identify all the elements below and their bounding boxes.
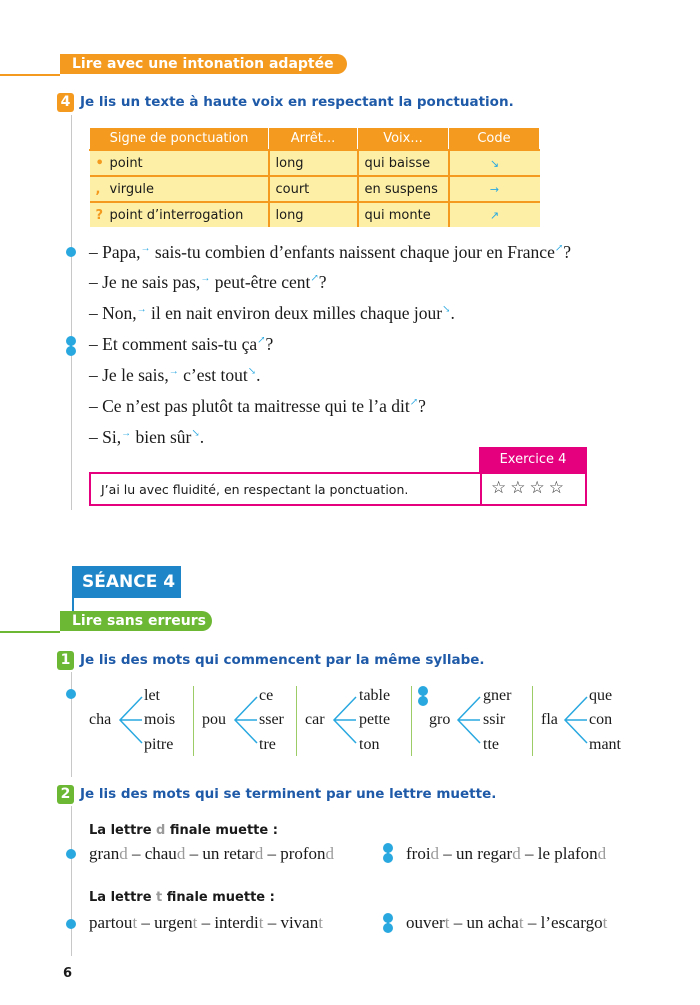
- section-rule: [0, 631, 60, 633]
- branch-icon: [233, 695, 259, 745]
- intonation-arrow-icon: →: [200, 273, 211, 285]
- syllable-ending: ton: [359, 736, 380, 753]
- table-cell: long: [269, 202, 358, 227]
- reading-level-double-dot-icon: [383, 843, 393, 863]
- period-mark-icon: •: [95, 155, 104, 171]
- syllable-ending: tte: [483, 736, 499, 753]
- dialogue-line: – Papa,→ sais-tu combien d’enfants naissent chaque jour en France↗?: [89, 242, 572, 262]
- table-cell: point d’interrogation: [109, 207, 244, 223]
- branch-icon: [456, 695, 482, 745]
- exercise-instruction: Je lis un texte à haute voix en respectant la ponctuation.: [80, 94, 514, 110]
- syllable-ending: gner: [483, 687, 512, 704]
- syllable-ending: ssir: [483, 711, 506, 728]
- group-separator: [193, 686, 194, 756]
- syllable-ending: con: [589, 711, 613, 728]
- exercise-number: 4: [57, 93, 74, 112]
- section-rule: [0, 74, 60, 76]
- table-cell: qui monte: [358, 202, 449, 227]
- intonation-arrow-icon: ↗: [409, 397, 419, 409]
- arrow-right-icon: →: [489, 182, 500, 196]
- syllable-prefix: fla: [541, 711, 558, 728]
- dialogue-line: – Si,→ bien sûr↘.: [89, 427, 205, 447]
- word-list: grand – chaud – un retard – profond: [89, 844, 335, 863]
- branch-icon: [563, 695, 589, 745]
- intonation-arrow-icon: ↘: [247, 366, 257, 378]
- table-cell: long: [269, 150, 358, 176]
- word-list: froid – un regard – le plafond: [406, 844, 607, 863]
- intonation-arrow-icon: →: [140, 243, 151, 255]
- group-separator: [411, 686, 412, 756]
- word-list: ouvert – un achat – l’escargot: [406, 913, 608, 932]
- comma-mark-icon: ,: [95, 181, 101, 197]
- table-row: [90, 176, 540, 202]
- exercise-instruction: Je lis des mots qui se terminent par une lettre muette.: [80, 786, 497, 802]
- syllable-ending: mant: [589, 736, 621, 753]
- margin-line: [71, 806, 72, 956]
- syllable-ending: let: [144, 687, 160, 704]
- section-banner-sans-erreurs: Lire sans erreurs: [60, 611, 212, 631]
- branch-icon: [118, 695, 144, 745]
- syllable-ending: que: [589, 687, 613, 704]
- syllable-ending: ce: [259, 687, 274, 704]
- punctuation-table: [89, 127, 540, 227]
- syllable-ending: tre: [259, 736, 276, 753]
- syllable-ending: mois: [144, 711, 176, 728]
- subheading-d: La lettre d finale muette :: [89, 823, 278, 838]
- margin-line: [71, 672, 72, 777]
- table-cell: court: [269, 176, 358, 202]
- exercise-instruction: Je lis des mots qui commencent par la même syllabe.: [80, 652, 485, 668]
- intonation-arrow-icon: ↗: [257, 335, 266, 347]
- table-cell: qui baisse: [358, 150, 449, 176]
- intonation-arrow-icon: →: [121, 428, 132, 440]
- syllable-prefix: cha: [89, 711, 112, 728]
- group-separator: [296, 686, 297, 756]
- intonation-arrow-icon: ↗: [310, 273, 319, 285]
- table-header: Voix...: [358, 128, 449, 151]
- table-cell: point: [109, 155, 143, 171]
- exercise-number: 1: [57, 651, 74, 670]
- reading-level-double-dot-icon: [66, 336, 76, 356]
- syllable-ending: sser: [259, 711, 284, 728]
- exercise-number: 2: [57, 785, 74, 804]
- page-number: 6: [63, 966, 73, 981]
- star-rating[interactable]: ☆☆☆☆: [491, 478, 568, 498]
- group-separator: [532, 686, 533, 756]
- session-connector: [72, 598, 74, 612]
- question-mark-icon: ?: [95, 207, 104, 223]
- self-evaluation-text: J’ai lu avec fluidité, en respectant la ponctuation.: [101, 482, 409, 497]
- syllable-prefix: car: [305, 711, 325, 728]
- syllable-ending: pette: [359, 711, 391, 728]
- arrow-up-icon: ↗: [489, 208, 500, 222]
- syllable-prefix: pou: [202, 711, 226, 728]
- syllable-prefix: gro: [429, 711, 451, 728]
- section-banner-intonation: Lire avec une intonation adaptée: [60, 54, 347, 74]
- reading-level-dot-icon: [66, 919, 76, 929]
- syllable-ending: table: [359, 687, 391, 704]
- reading-level-dot-icon: [66, 849, 76, 859]
- dialogue-line: – Je le sais,→ c’est tout↘.: [89, 365, 261, 385]
- dialogue-line: – Et comment sais-tu ça↗?: [89, 334, 274, 354]
- table-row: [90, 150, 540, 176]
- reading-level-double-dot-icon: [418, 686, 428, 706]
- reading-level-dot-icon: [66, 247, 76, 257]
- dialogue-line: – Ce n’est pas plutôt ta maitresse qui te l’a dit↗?: [89, 396, 426, 416]
- intonation-arrow-icon: ↘: [442, 304, 451, 316]
- session-title: SÉANCE 4: [72, 566, 181, 598]
- table-header: Code: [449, 128, 540, 151]
- reading-level-double-dot-icon: [383, 913, 393, 933]
- divider: [480, 474, 482, 504]
- dialogue-line: – Non,→ il en nait environ deux milles chaque jour↘.: [89, 303, 455, 323]
- syllable-ending: pitre: [144, 736, 174, 753]
- table-cell: en suspens: [358, 176, 449, 202]
- intonation-arrow-icon: →: [136, 304, 147, 316]
- subheading-t: La lettre t finale muette :: [89, 890, 275, 905]
- table-header: Arrêt...: [269, 128, 358, 151]
- self-evaluation-box: [89, 472, 587, 506]
- table-row: [90, 202, 540, 227]
- margin-line: [71, 115, 72, 510]
- exercise-eval-tab: Exercice 4: [479, 447, 587, 473]
- branch-icon: [332, 695, 358, 745]
- intonation-arrow-icon: →: [168, 366, 179, 378]
- dialogue-line: – Je ne sais pas,→ peut-être cent↗?: [89, 272, 327, 292]
- table-header: Signe de ponctuation: [90, 128, 269, 151]
- intonation-arrow-icon: ↘: [191, 428, 200, 440]
- table-cell: virgule: [109, 181, 155, 197]
- intonation-arrow-icon: ↗: [554, 243, 564, 255]
- arrow-down-icon: ↘: [489, 156, 500, 170]
- reading-level-dot-icon: [66, 689, 76, 699]
- word-list: partout – urgent – interdit – vivant: [89, 913, 323, 932]
